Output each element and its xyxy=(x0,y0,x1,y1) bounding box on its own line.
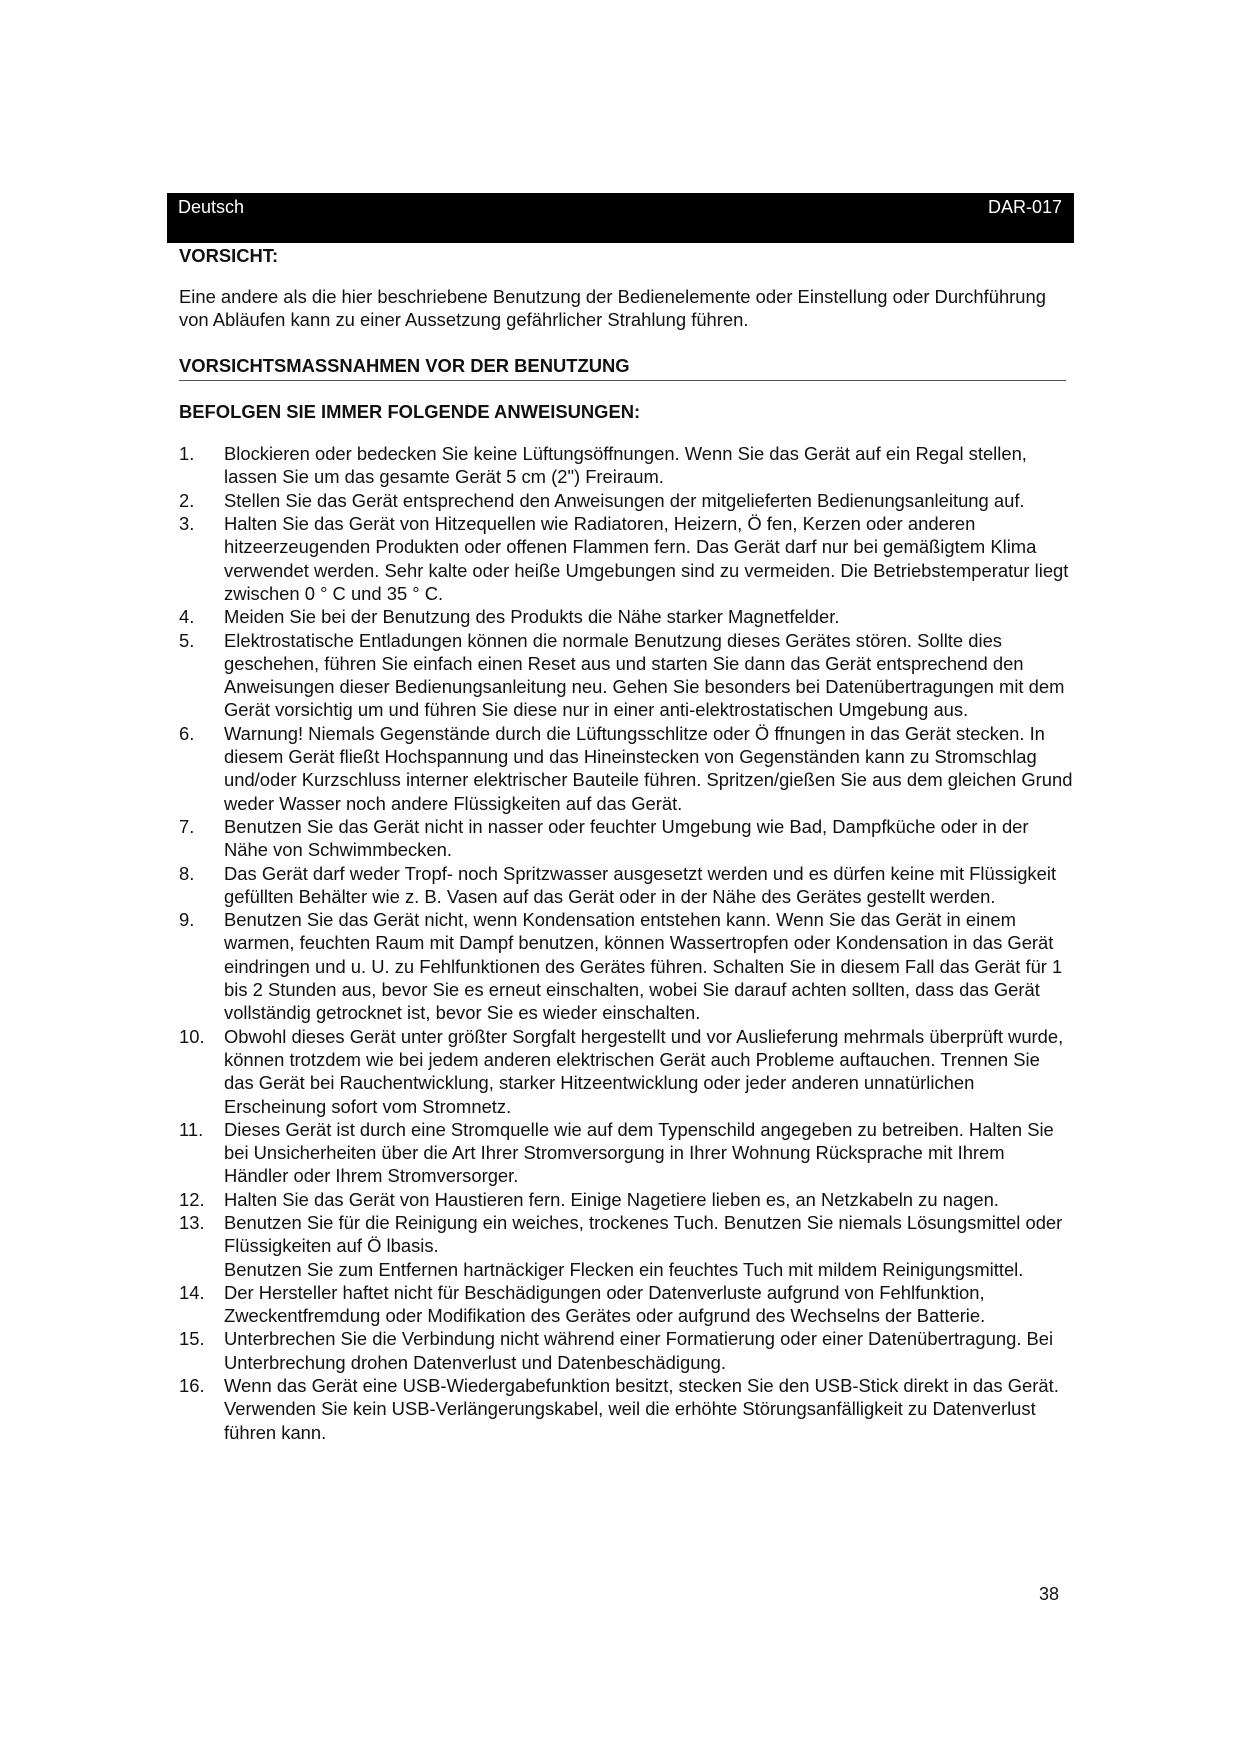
item-text: Halten Sie das Gerät von Hitzequellen wie Radiatoren, Heizern, Ö fen, Kerzen oder anderen hitzeerzeugenden Produkten oder offenen Flammen fern. Das Gerät darf nur bei gemäßigtem Klima verwendet werden. Sehr kalte oder heiße Umgebungen sind zu vermeiden. Die Betriebstemperatur liegt zwischen 0 ° C und 35 ° C. xyxy=(224,513,1069,604)
item-number: 15. xyxy=(179,1328,205,1350)
caution-text: Eine andere als die hier beschriebene Benutzung der Bedienelemente oder Einstellung oder Durchführung von Abläufen kann zu einer Aussetzung gefährlicher Strahlung führen. xyxy=(179,286,1046,331)
item-number: 6. xyxy=(179,722,195,744)
item-number: 14. xyxy=(179,1281,205,1303)
item-text: Wenn das Gerät eine USB-Wiedergabefunktion besitzt, stecken Sie den USB-Stick direkt in das Gerät. Verwenden Sie kein USB-Verlängerungskabel, weil die erhöhte Störungsanfälligkeit zu Datenverlust führen kann. xyxy=(224,1375,1059,1443)
item-text: Blockieren oder bedecken Sie keine Lüftungsöffnungen. Wenn Sie das Gerät auf ein Regal stellen, lassen Sie um das gesamte Gerät 5 cm (2") Freiraum. xyxy=(224,443,1027,488)
item-number: 5. xyxy=(179,629,195,651)
item-number: 12. xyxy=(179,1188,205,1210)
item-number: 7. xyxy=(179,815,195,837)
item-number: 8. xyxy=(179,862,195,884)
list-item xyxy=(179,1211,1074,1281)
item-text: Das Gerät darf weder Tropf- noch Spritzwasser ausgesetzt werden und es dürfen keine mit Flüssigkeit gefüllten Behälter wie z. B. Vasen auf das Gerät oder in der Nähe des Gerätes gestellt werden. xyxy=(224,862,1057,907)
list-item xyxy=(179,908,1074,1024)
header-model: DAR-017 xyxy=(987,197,1062,217)
item-number: 10. xyxy=(179,1025,205,1047)
list-item xyxy=(179,442,1074,489)
item-number: 1. xyxy=(179,443,195,465)
item-text: Dieses Gerät ist durch eine Stromquelle wie auf dem Typenschild angegeben zu betreiben. Halten Sie bei Unsicherheiten über die Art Ihrer Stromversorgung in Ihrer Wohnung Rücksprache mit Ihrem Händler oder Ihrem Stromversorger. xyxy=(224,1118,1054,1187)
item-number: 4. xyxy=(179,606,195,628)
list-item xyxy=(179,629,1074,722)
list-item xyxy=(179,1188,1074,1211)
list-item xyxy=(179,815,1074,862)
list-item xyxy=(179,1281,1074,1328)
item-text: Benutzen Sie für die Reinigung ein weiches, trockenes Tuch. Benutzen Sie niemals Lösungsmittel oder Flüssigkeiten auf Ö lbasis. xyxy=(224,1211,1063,1257)
instruction-list xyxy=(179,442,1074,1444)
item-number: 2. xyxy=(179,489,195,511)
item-text: Benutzen Sie das Gerät nicht in nasser oder feuchter Umgebung wie Bad, Dampfküche oder in der Nähe von Schwimmbecken. xyxy=(224,815,1029,861)
item-text: Unterbrechen Sie die Verbindung nicht während einer Formatierung oder einer Datenübertragung. Bei Unterbrechung drohen Datenverlust und Datenbeschädigung. xyxy=(224,1328,1054,1373)
page-number: 38 xyxy=(1039,1584,1060,1604)
header-language: Deutsch xyxy=(178,197,245,217)
item-text: Halten Sie das Gerät von Haustieren fern. Einige Nagetiere lieben es, an Netzkabeln zu nagen. xyxy=(224,1188,999,1210)
list-item xyxy=(179,1327,1074,1374)
list-item xyxy=(179,512,1074,605)
sub-heading: BEFOLGEN SIE IMMER FOLGENDE ANWEISUNGEN: xyxy=(179,400,641,422)
list-item xyxy=(179,1374,1074,1444)
item-text-continuation: Benutzen Sie zum Entfernen hartnäckiger Flecken ein feuchtes Tuch mit mildem Reinigungsmittel. xyxy=(224,1258,1024,1280)
item-text: Obwohl dieses Gerät unter größter Sorgfalt hergestellt und vor Auslieferung mehrmals überprüft wurde, können trotzdem wie bei jedem anderen elektrischen Gerät auch Probleme auftauchen. Trennen Sie das Gerät bei Rauchentwicklung, starker Hitzeentwicklung oder jeder anderen unnatürlichen Erscheinung sofort vom Stromnetz. xyxy=(224,1025,1064,1117)
header-bar xyxy=(167,193,1074,243)
list-item xyxy=(179,862,1074,909)
item-text: Der Hersteller haftet nicht für Beschädigungen oder Datenverluste aufgrund von Fehlfunktion, Zweckentfremdung oder Modifikation des Gerätes oder aufgrund des Wechselns der Batterie. xyxy=(224,1281,986,1327)
content xyxy=(179,244,1074,1444)
item-text: Elektrostatische Entladungen können die normale Benutzung dieses Gerätes stören. Sollte dies geschehen, führen Sie einfach einen Reset aus und starten Sie dann das Gerät entsprechend den Anweisungen dieser Bedienungsanleitung neu. Gehen Sie besonders bei Datenübertragungen mit dem Gerät vorsichtig um und führen Sie diese nur in einer anti-elektrostatischen Umgebung aus. xyxy=(224,629,1065,721)
list-item xyxy=(179,722,1074,815)
item-number: 3. xyxy=(179,513,195,535)
list-item xyxy=(179,1025,1074,1118)
caution-heading: VORSICHT: xyxy=(179,245,279,266)
item-text: Stellen Sie das Gerät entsprechend den Anweisungen der mitgelieferten Bedienungsanleitung auf. xyxy=(224,489,1025,511)
item-text: Benutzen Sie das Gerät nicht, wenn Kondensation entstehen kann. Wenn Sie das Gerät in einem warmen, feuchten Raum mit Dampf benutzen, können Wassertropfen oder Kondensation in das Gerät eindringen und u. U. zu Fehlfunktionen des Gerätes führen. Schalten Sie in diesem Fall das Gerät für 1 bis 2 Stunden aus, bevor Sie es erneut einschalten, wobei Sie darauf achten sollten, dass das Gerät vollständig getrocknet ist, bevor Sie es wieder einschalten. xyxy=(224,909,1063,1024)
item-number: 13. xyxy=(179,1211,205,1233)
item-text: Meiden Sie bei der Benutzung des Produkts die Nähe starker Magnetfelder. xyxy=(224,606,840,628)
list-item xyxy=(179,605,1074,628)
item-number: 9. xyxy=(179,909,195,931)
item-number: 16. xyxy=(179,1375,205,1397)
list-item xyxy=(179,489,1074,512)
section-title: VORSICHTSMASSNAHMEN VOR DER BENUTZUNG xyxy=(179,354,1066,381)
list-item xyxy=(179,1118,1074,1188)
item-number: 11. xyxy=(179,1118,204,1140)
item-text: Warnung! Niemals Gegenstände durch die Lüftungsschlitze oder Ö ffnungen in das Gerät stecken. In diesem Gerät fließt Hochspannung und das Hineinstecken von Gegenständen kann zu Stromschlag und/oder Kurzschluss interner elektrischer Bauteile führen. Spritzen/gießen Sie aus dem gleichen Grund weder Wasser noch andere Flüssigkeiten auf das Gerät. xyxy=(224,722,1073,814)
